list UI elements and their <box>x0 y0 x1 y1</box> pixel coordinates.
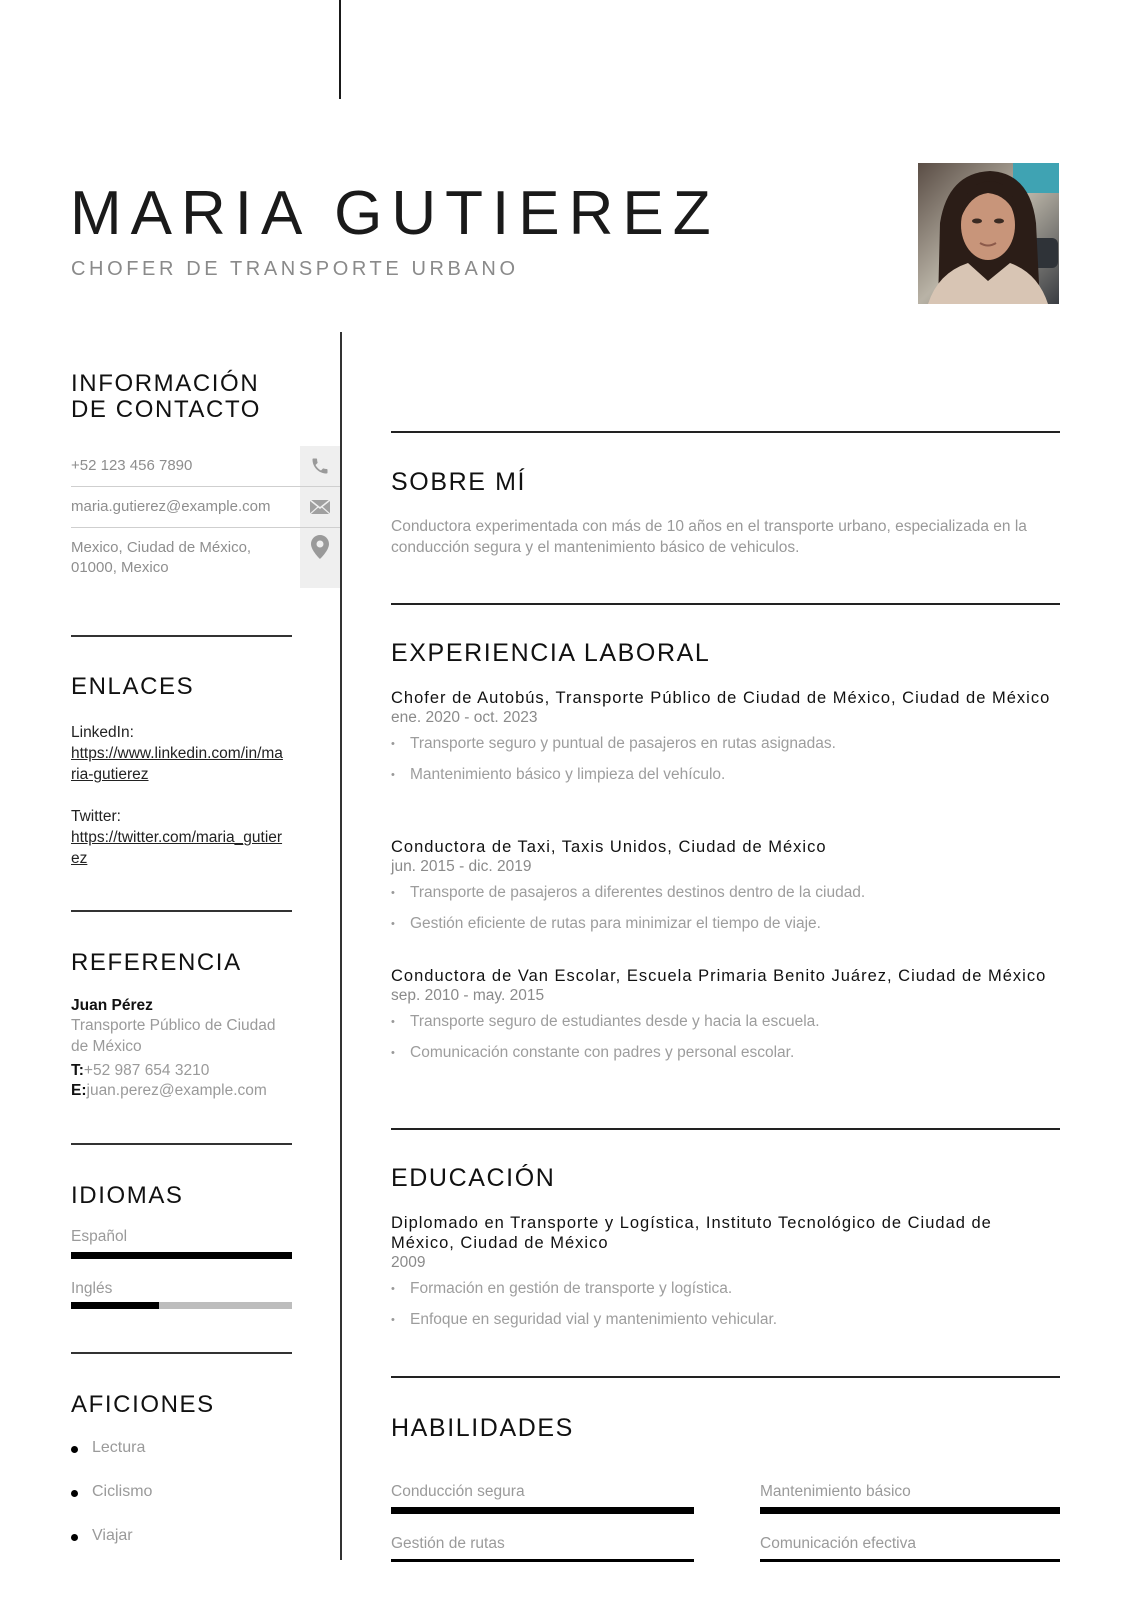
skill-name: Comunicación efectiva <box>760 1535 916 1552</box>
address-line1: Mexico, Ciudad de México, <box>71 539 252 556</box>
language-level-fill <box>71 1302 159 1309</box>
link-linkedin <box>71 722 286 785</box>
contact-phone-row <box>71 446 340 487</box>
skill-item <box>760 1535 1060 1562</box>
linkedin-url[interactable]: https://www.linkedin.com/in/maria-gutierez <box>71 745 283 783</box>
education-entry <box>391 1213 1061 1341</box>
contact-address <box>71 538 251 578</box>
reference-email-line <box>71 1081 291 1101</box>
skill-name: Mantenimiento básico <box>760 1483 911 1500</box>
main-divider-4 <box>391 1376 1060 1378</box>
about-text: Conductora experimentada con más de 10 años en el transporte urbano, especializada en la conducción segura y el mantenimiento básico de vehiculos. <box>391 518 1027 556</box>
candidate-job-title: CHOFER DE TRANSPORTE URBANO <box>71 258 519 280</box>
hobbies-heading: AFICIONES <box>71 1391 215 1418</box>
reference-heading: REFERENCIA <box>71 949 242 976</box>
reference-organization: Transporte Público de Ciudad de México <box>71 1017 276 1055</box>
main-divider-1 <box>391 431 1060 433</box>
job-bullets <box>391 1012 1061 1063</box>
job-dates: ene. 2020 - oct. 2023 <box>391 709 538 726</box>
education-dates: 2009 <box>391 1254 426 1271</box>
twitter-label: Twitter: <box>71 808 121 825</box>
main-divider-3 <box>391 1128 1060 1130</box>
skill-level-bar <box>391 1559 694 1562</box>
bullet-dot-icon <box>71 1446 78 1453</box>
language-name: Español <box>71 1228 128 1245</box>
phone-icon <box>300 446 340 486</box>
reference-details <box>71 997 291 1101</box>
reference-phone-label: T: <box>71 1062 84 1079</box>
skill-level-bar <box>760 1507 1060 1514</box>
reference-email[interactable]: juan.perez@example.com <box>86 1082 267 1099</box>
job-dates: jun. 2015 - dic. 2019 <box>391 858 532 875</box>
education-bullets <box>391 1279 1061 1330</box>
sidebar-divider-3 <box>71 1143 292 1145</box>
twitter-url[interactable]: https://twitter.com/maria_gutierez <box>71 829 283 867</box>
job-dates: sep. 2010 - may. 2015 <box>391 987 545 1004</box>
link-twitter <box>71 806 286 869</box>
top-vertical-rule <box>339 0 341 99</box>
skill-item <box>391 1483 694 1514</box>
hobby-item: Viajar <box>92 1527 133 1544</box>
job-entry <box>391 966 1061 1074</box>
job-bullet: • Transporte seguro y puntual de pasajeros en rutas asignadas. <box>391 734 1061 754</box>
contact-heading <box>71 371 261 423</box>
language-spanish <box>71 1228 292 1259</box>
contact-phone[interactable]: +52 123 456 7890 <box>71 457 193 474</box>
skill-item <box>391 1535 694 1562</box>
skill-item <box>760 1483 1060 1514</box>
education-bullet: • Enfoque en seguridad vial y mantenimiento vehicular. <box>391 1310 1061 1330</box>
profile-photo <box>918 163 1059 304</box>
main-divider-2 <box>391 603 1060 605</box>
education-title: Diplomado en Transporte y Logística, Instituto Tecnológico de Ciudad de México, Ciudad de México <box>391 1214 992 1252</box>
job-title: Chofer de Autobús, Transporte Público de Ciudad de México, Ciudad de México <box>391 689 1051 707</box>
bullet-dot-icon <box>71 1534 78 1541</box>
reference-phone-line <box>71 1061 291 1081</box>
job-bullet: • Gestión eficiente de rutas para minimizar el tiempo de viaje. <box>391 914 1061 934</box>
language-level-fill <box>71 1252 292 1259</box>
reference-name: Juan Pérez <box>71 997 153 1014</box>
education-heading: EDUCACIÓN <box>391 1164 556 1192</box>
job-title: Conductora de Taxi, Taxis Unidos, Ciudad de México <box>391 838 827 856</box>
language-english <box>71 1280 292 1309</box>
links-heading: ENLACES <box>71 673 195 700</box>
sidebar-divider-2 <box>71 910 292 912</box>
job-bullet: • Comunicación constante con padres y personal escolar. <box>391 1043 1061 1063</box>
skill-name: Conducción segura <box>391 1483 525 1500</box>
skills-heading: HABILIDADES <box>391 1414 574 1442</box>
skill-level-bar <box>760 1559 1060 1562</box>
skill-level-bar <box>391 1507 694 1514</box>
job-bullets <box>391 734 1061 785</box>
job-bullet: • Mantenimiento básico y limpieza del vehículo. <box>391 765 1061 785</box>
about-heading: SOBRE MÍ <box>391 468 527 496</box>
job-bullets <box>391 883 1061 934</box>
contact-email-row <box>71 487 340 528</box>
contact-address-row <box>71 528 340 588</box>
contact-heading-line1: INFORMACIÓN <box>71 370 260 397</box>
experience-heading: EXPERIENCIA LABORAL <box>391 639 711 667</box>
skill-name: Gestión de rutas <box>391 1535 505 1552</box>
hobby-item: Ciclismo <box>92 1483 153 1500</box>
location-pin-icon <box>300 528 340 588</box>
education-bullet: • Formación en gestión de transporte y logística. <box>391 1279 1061 1299</box>
job-bullet: • Transporte de pasajeros a diferentes destinos dentro de la ciudad. <box>391 883 1061 903</box>
sidebar-divider-4 <box>71 1352 292 1354</box>
job-entry <box>391 837 1061 945</box>
contact-email[interactable]: maria.gutierez@example.com <box>71 498 271 515</box>
hobby-item: Lectura <box>92 1439 146 1456</box>
bullet-dot-icon <box>71 1490 78 1497</box>
job-bullet: • Transporte seguro de estudiantes desde y hacia la escuela. <box>391 1012 1061 1032</box>
language-level-bar <box>71 1302 292 1309</box>
address-line2: 01000, Mexico <box>71 559 169 576</box>
contact-heading-line2: DE CONTACTO <box>71 396 262 423</box>
linkedin-label: LinkedIn: <box>71 724 134 741</box>
reference-phone[interactable]: +52 987 654 3210 <box>83 1062 210 1079</box>
job-title: Conductora de Van Escolar, Escuela Primaria Benito Juárez, Ciudad de México <box>391 967 1047 985</box>
sidebar-divider-1 <box>71 635 292 637</box>
job-entry <box>391 688 1061 796</box>
reference-email-label: E: <box>71 1082 87 1099</box>
language-level-bar <box>71 1252 292 1259</box>
sidebar-divider <box>340 332 342 1560</box>
candidate-name: MARIA GUTIEREZ <box>70 179 720 248</box>
envelope-icon <box>300 487 340 527</box>
language-name: Inglés <box>71 1280 113 1297</box>
languages-heading: IDIOMAS <box>71 1182 184 1209</box>
